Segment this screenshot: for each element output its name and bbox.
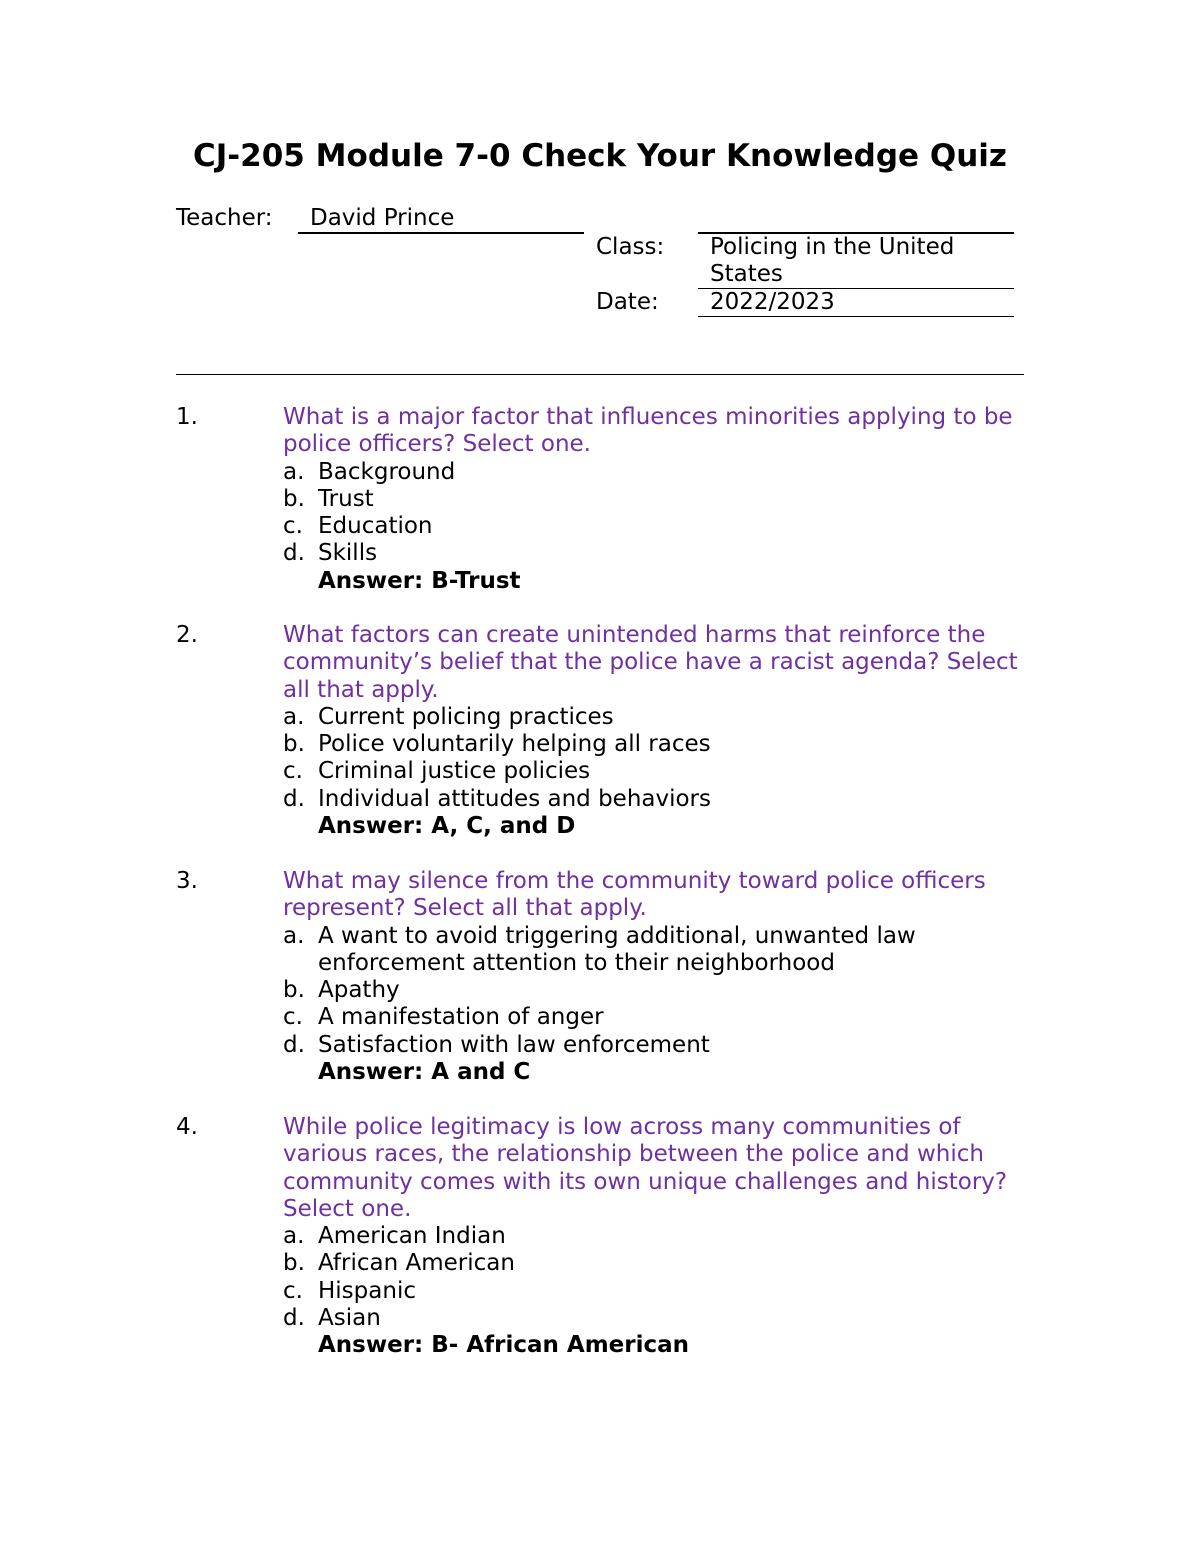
date-value: 2022/2023 (710, 289, 835, 315)
option-text: Satisfaction with law enforcement (318, 1031, 710, 1058)
option-text: Asian (318, 1305, 381, 1332)
option-d (283, 540, 978, 567)
date-label: Date: (596, 289, 659, 315)
option-list (283, 923, 1036, 1059)
option-letter: b. (283, 731, 305, 758)
option-letter: a. (283, 703, 305, 730)
option-d (283, 1305, 978, 1332)
option-letter: d. (283, 540, 305, 567)
option-text: A want to avoid triggering additional, unwanted law enforcement attention to their neighborhood (318, 922, 916, 976)
option-letter: a. (283, 1223, 305, 1250)
option-letter: c. (283, 758, 303, 785)
answer-text: Answer: A and C (318, 1059, 531, 1086)
option-text: Apathy (318, 977, 400, 1004)
question-2 (176, 622, 1036, 840)
option-text: Current policing practices (318, 703, 614, 730)
option-letter: c. (283, 513, 303, 540)
question-number: 4. (176, 1114, 198, 1140)
option-b (283, 977, 978, 1004)
question-number: 1. (176, 404, 198, 430)
option-letter: a. (283, 458, 305, 485)
option-a (283, 459, 978, 486)
option-a (283, 704, 978, 731)
option-list (283, 1223, 1036, 1332)
teacher-label: Teacher: (176, 205, 273, 231)
question-3 (176, 868, 1036, 1086)
option-letter: d. (283, 785, 305, 812)
option-text: Education (318, 513, 433, 540)
option-text: Background (318, 458, 456, 485)
option-letter: b. (283, 485, 305, 512)
option-b (283, 731, 978, 758)
option-d (283, 1032, 978, 1059)
option-text: American Indian (318, 1223, 506, 1250)
option-text: Individual attitudes and behaviors (318, 785, 711, 812)
option-letter: b. (283, 1250, 305, 1277)
question-text: What factors can create unintended harms that reinforce the community’s belief that the police have a racist agenda? Select all that apply. (283, 622, 1018, 703)
question-text: What is a major factor that influences minorities applying to be police officers? Select one. (283, 404, 1013, 458)
option-c (283, 1278, 978, 1305)
option-a (283, 1223, 978, 1250)
answer-text: Answer: B-Trust (318, 567, 521, 594)
class-label: Class: (596, 234, 665, 260)
option-letter: d. (283, 1031, 305, 1058)
question-number: 3. (176, 868, 198, 894)
question-4 (176, 1114, 1036, 1360)
question-number: 2. (176, 622, 198, 648)
option-letter: c. (283, 1277, 303, 1304)
answer-text: Answer: A, C, and D (318, 813, 576, 840)
option-text: Police voluntarily helping all races (318, 731, 711, 758)
class-value: Policing in the United States (710, 234, 955, 287)
header-divider (176, 374, 1024, 375)
option-b (283, 486, 978, 513)
option-a (283, 923, 978, 978)
option-text: African American (318, 1250, 515, 1277)
answer-text: Answer: B- African American (318, 1332, 690, 1359)
option-c (283, 1004, 978, 1031)
option-letter: d. (283, 1305, 305, 1332)
date-underline (698, 316, 1014, 317)
option-text: Criminal justice policies (318, 758, 591, 785)
teacher-underline (298, 232, 584, 234)
option-d (283, 786, 978, 813)
question-1 (176, 404, 1036, 595)
option-c (283, 513, 978, 540)
document-title: CJ-205 Module 7-0 Check Your Knowledge Quiz (193, 138, 1007, 174)
question-text: While police legitimacy is low across many communities of various races, the relationship between the police and which community comes with its own unique challenges and history? Select one. (283, 1114, 1008, 1222)
option-b (283, 1250, 978, 1277)
option-text: A manifestation of anger (318, 1004, 604, 1031)
option-text: Hispanic (318, 1277, 416, 1304)
teacher-value: David Prince (310, 205, 455, 231)
option-list (283, 459, 1036, 568)
option-letter: b. (283, 977, 305, 1004)
option-text: Trust (318, 485, 374, 512)
option-list (283, 704, 1036, 813)
option-letter: a. (283, 922, 305, 949)
option-c (283, 758, 978, 785)
question-text: What may silence from the community toward police officers represent? Select all that apply. (283, 868, 986, 922)
option-letter: c. (283, 1004, 303, 1031)
option-text: Skills (318, 540, 378, 567)
